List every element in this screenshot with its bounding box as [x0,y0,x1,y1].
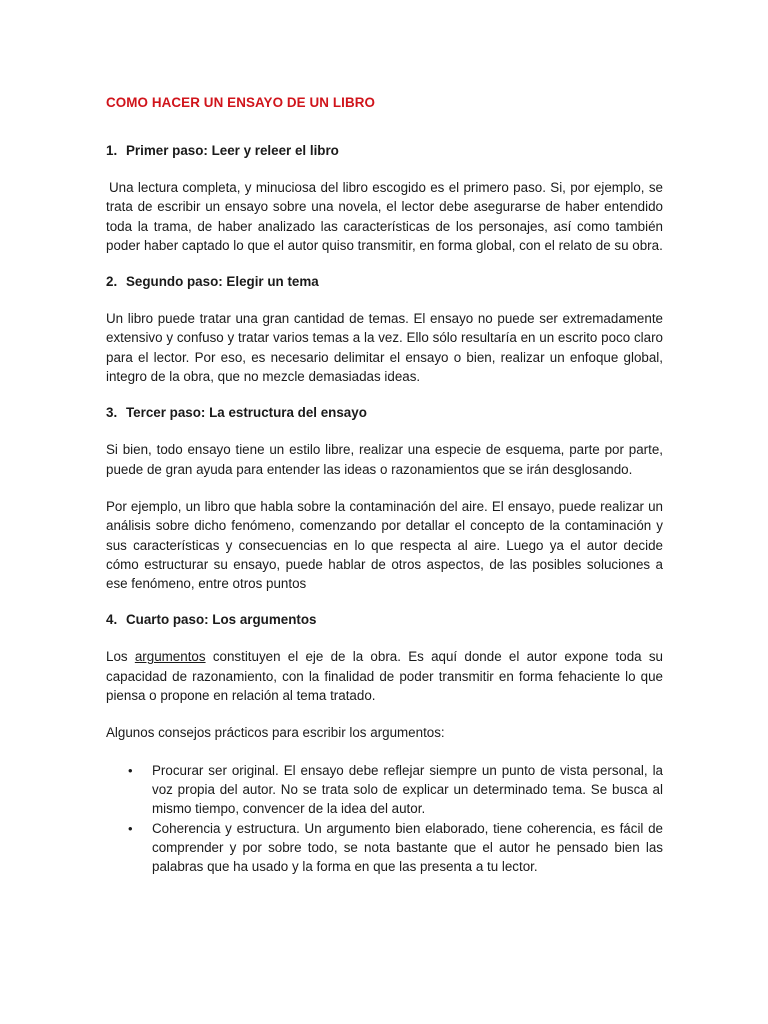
step-4-number: 4. [106,612,118,628]
step-3-number: 3. [106,405,118,421]
step-3-paragraph-1: Si bien, todo ensayo tiene un estilo libre, realizar una especie de esquema, parte por parte, puede de gran ayuda para entender las ideas o razonamientos que se irán desglosando. [106,442,663,477]
tips-list [106,761,663,877]
step-1-heading [106,142,663,160]
step-3-title: Tercer paso: La estructura del ensayo [126,405,367,421]
step-3-heading [106,404,663,422]
step-1-number: 1. [106,143,118,158]
bullet-icon: • [128,820,133,836]
tips-intro: Algunos consejos prácticos para escribir los argumentos: [106,725,445,741]
argumentos-link[interactable]: argumentos [134,649,206,665]
step-1-title: Primer paso: Leer y releer el libro [126,143,339,158]
step-4-paragraph [106,647,663,705]
step-2-heading [106,273,663,291]
step-4-paragraph-lead: Los [106,649,135,665]
document-title: COMO HACER UN ENSAYO DE UN LIBRO [106,95,376,110]
step-4-title: Cuarto paso: Los argumentos [126,612,317,628]
step-4-paragraph-rest: constituyen el eje de la obra. Es aquí donde el autor expone toda su capacidad de razonamiento, con la finalidad de poder transmitir en forma fehaciente lo que piensa o propone en relación al tema tratado. [106,649,663,704]
step-3-paragraph-2: Por ejemplo, un libro que habla sobre la contaminación del aire. El ensayo, puede realizar un análisis sobre dicho fenómeno, comenzando por detallar el concepto de la contaminación y sus características y consecuencias en lo que respecta al aire. Luego ya el autor decide cómo estructurar su ensayo, puede hablar de otros aspectos, de las posibles soluciones a ese fenómeno, entre otros puntos [106,498,663,592]
step-2-title: Segundo paso: Elegir un tema [126,274,319,290]
step-1-paragraph: Una lectura completa, y minuciosa del libro escogido es el primero paso. Si, por ejemplo, se trata de escribir un ensayo sobre una novela, el lector debe asegurarse de haber entendido toda la trama, de haber analizado las características de los personajes, así como también poder haber captado lo que el autor quiso transmitir, en forma global, con el relato de su obra. [106,180,663,253]
bullet-icon: • [128,762,133,778]
step-2-number: 2. [106,274,118,290]
list-item [128,761,663,819]
list-item [128,819,663,877]
step-2-paragraph: Un libro puede tratar una gran cantidad de temas. El ensayo no puede ser extremadamente extensivo y confuso y tratar varios temas a la vez. Ello sólo resultaría en un escrito poco claro para el lector. Por eso, es necesario delimitar el ensayo o bien, realizar un enfoque global, integro de la obra, que no mezcle demasiadas ideas. [106,311,663,385]
tip-2-text: Coherencia y estructura. Un argumento bien elaborado, tiene coherencia, es fácil de comprender y por sobre todo, se nota bastante que el autor he pensado bien las palabras que ha usado y la forma en que las presenta a tu lector. [152,820,663,875]
step-4-heading [106,611,663,629]
tip-1-text: Procurar ser original. El ensayo debe reflejar siempre un punto de vista personal, la voz propia del autor. No se trata solo de explicar un determinado tema. Se busca al mismo tiempo, convencer de la idea del autor. [152,762,663,817]
